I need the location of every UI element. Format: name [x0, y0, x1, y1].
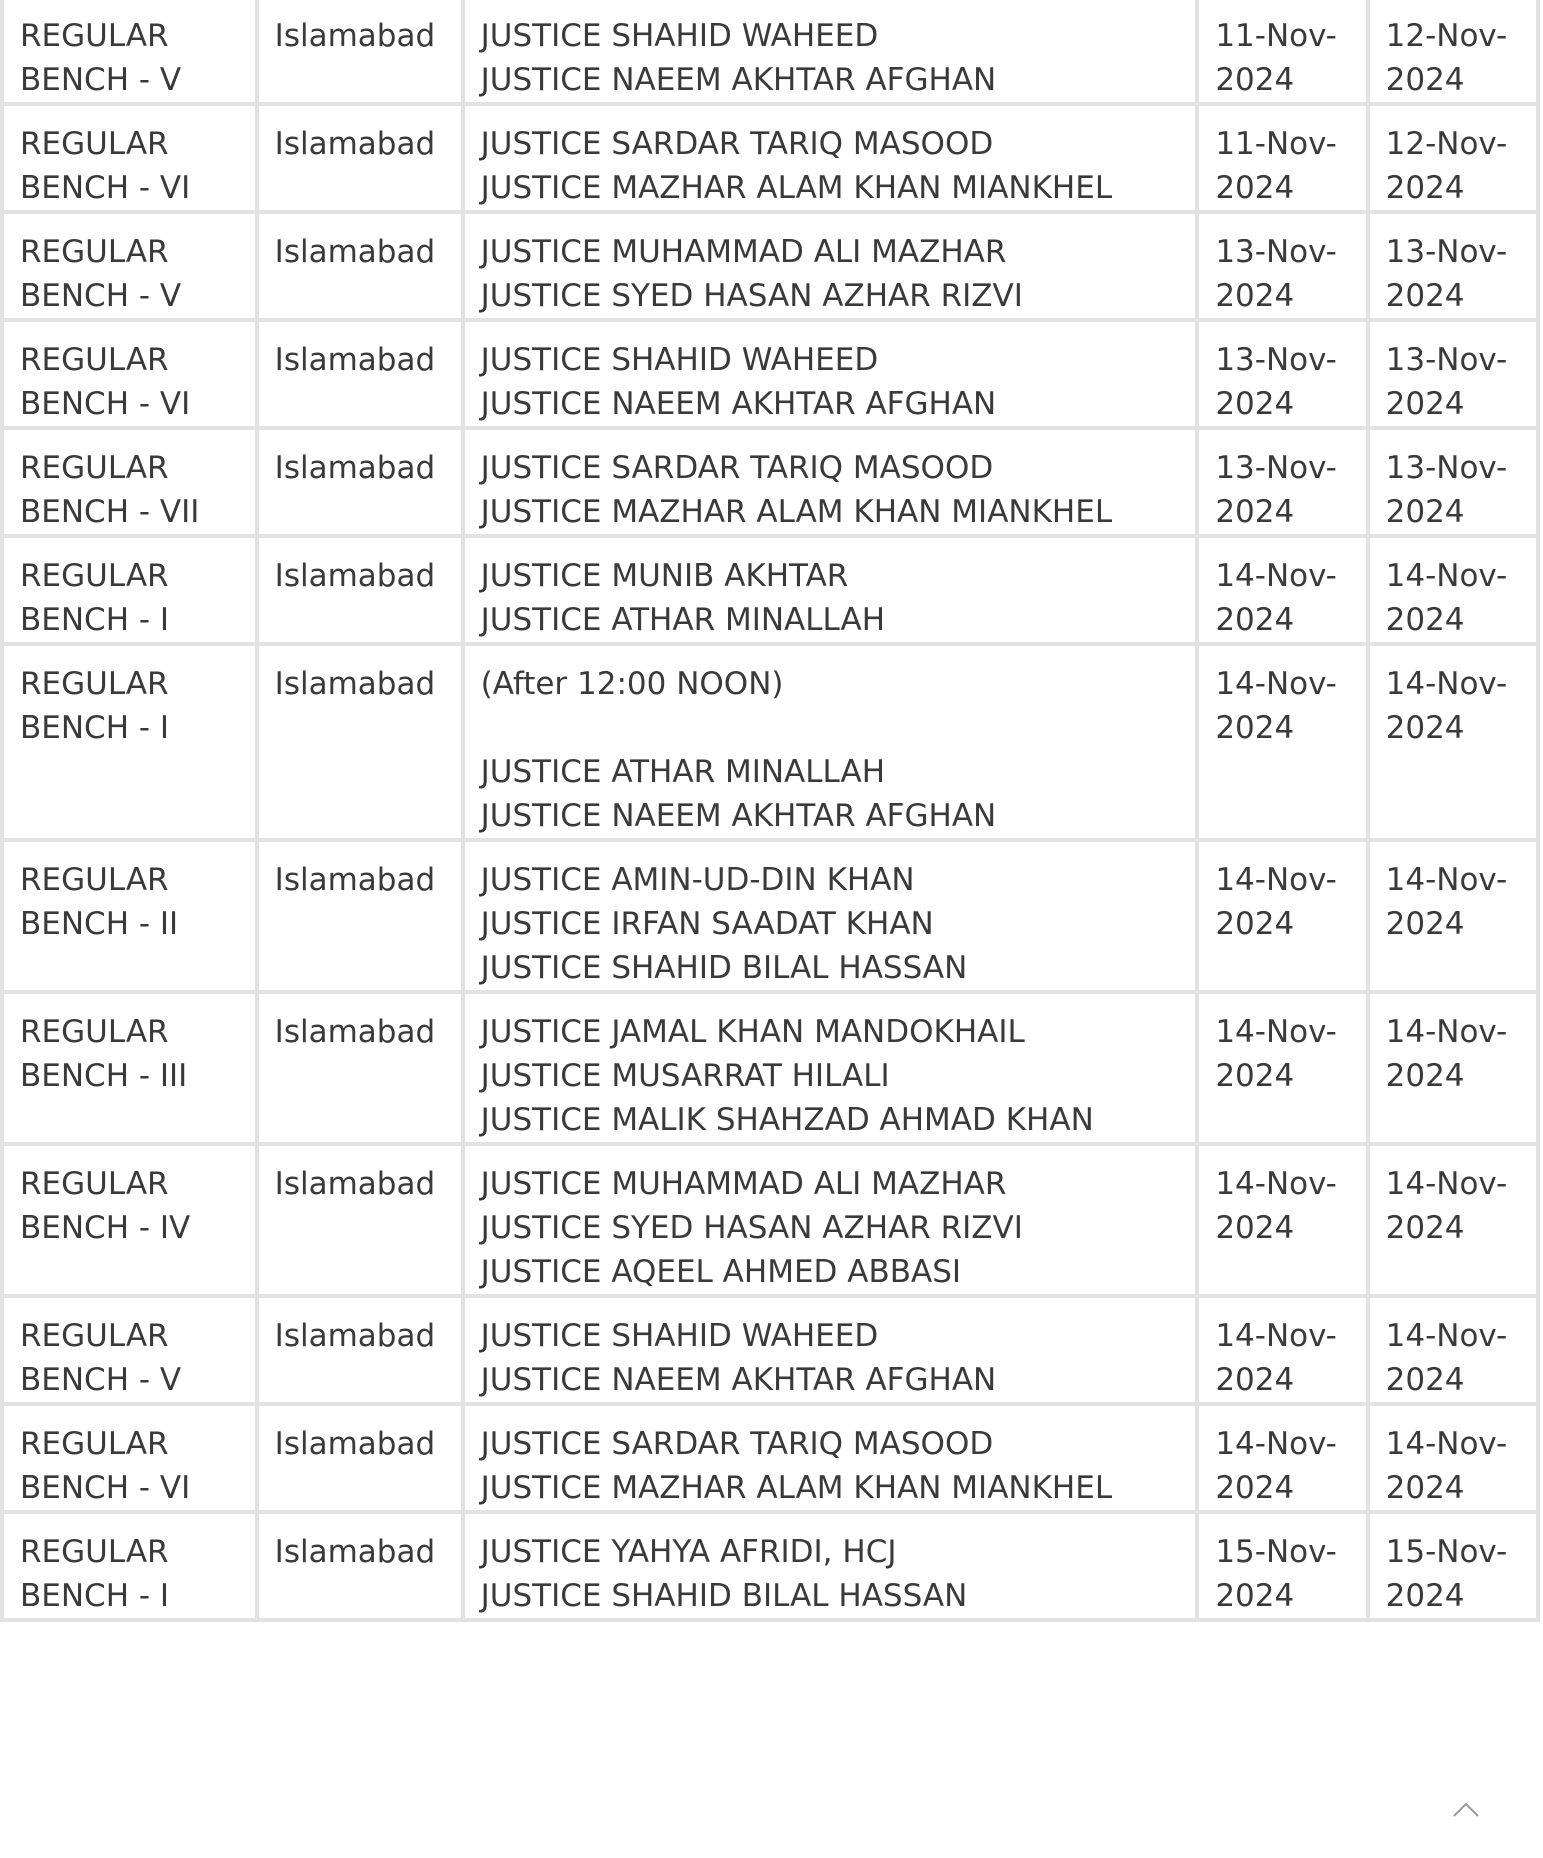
to-date-cell [1370, 0, 1536, 102]
city-cell [259, 430, 461, 534]
to-date-cell [1370, 106, 1536, 210]
bench-name-line: REGULAR [20, 450, 169, 486]
city-cell [259, 1146, 461, 1294]
city-name: Islamabad [274, 558, 436, 594]
to-date-line: 2024 [1385, 278, 1465, 314]
bench-name-line: REGULAR [20, 1426, 169, 1462]
from-date-line: 2024 [1215, 386, 1295, 422]
bench-name-line: REGULAR [20, 1534, 169, 1570]
city-name: Islamabad [274, 1426, 436, 1462]
from-date-line: 2024 [1215, 278, 1295, 314]
from-date-line: 15-Nov- [1215, 1534, 1337, 1570]
bench-cell [4, 842, 255, 990]
city-name: Islamabad [274, 126, 436, 162]
from-date-cell [1199, 538, 1365, 642]
judge-name-line: JUSTICE SYED HASAN AZHAR RIZVI [480, 1210, 1023, 1246]
judges-cell [465, 0, 1196, 102]
to-date-cell [1370, 994, 1536, 1142]
scroll-to-top-button[interactable] [1446, 1790, 1486, 1830]
judge-name-line: JUSTICE SARDAR TARIQ MASOOD [480, 1426, 994, 1462]
judges-cell [465, 1146, 1196, 1294]
bench-cell [4, 1514, 255, 1618]
from-date-line: 14-Nov- [1215, 862, 1337, 898]
to-date-cell [1370, 1146, 1536, 1294]
to-date-line: 14-Nov- [1385, 666, 1508, 702]
bench-name-line: REGULAR [20, 126, 169, 162]
bench-name-line: BENCH - I [20, 710, 170, 746]
bench-name-line: BENCH - VI [20, 170, 191, 206]
from-date-line: 2024 [1215, 906, 1295, 942]
judge-name-line: JUSTICE SYED HASAN AZHAR RIZVI [480, 278, 1023, 314]
bench-name-line: REGULAR [20, 234, 169, 270]
from-date-cell [1199, 1298, 1365, 1402]
judges-cell [465, 1298, 1196, 1402]
table-row [4, 994, 1536, 1142]
from-date-line: 11-Nov- [1215, 126, 1337, 162]
from-date-cell [1199, 322, 1365, 426]
from-date-line: 2024 [1215, 1362, 1295, 1398]
city-cell [259, 646, 461, 838]
city-name: Islamabad [274, 18, 436, 54]
chevron-up-icon [1446, 1790, 1486, 1830]
city-cell [259, 1514, 461, 1618]
table-row [4, 214, 1536, 318]
from-date-line: 13-Nov- [1215, 342, 1337, 378]
to-date-line: 2024 [1385, 386, 1465, 422]
judge-name-line: JUSTICE NAEEM AKHTAR AFGHAN [480, 798, 997, 834]
judges-cell [465, 538, 1196, 642]
judge-name-line: JUSTICE ATHAR MINALLAH [480, 754, 886, 790]
from-date-line: 2024 [1215, 1578, 1295, 1614]
bench-cell [4, 1298, 255, 1402]
city-name: Islamabad [274, 666, 436, 702]
bench-cell [4, 214, 255, 318]
judge-name-line: JUSTICE MALIK SHAHZAD AHMAD KHAN [480, 1102, 1094, 1138]
city-cell [259, 994, 461, 1142]
from-date-line: 14-Nov- [1215, 666, 1337, 702]
to-date-line: 2024 [1385, 170, 1465, 206]
bench-cell [4, 538, 255, 642]
bench-name-line: REGULAR [20, 666, 169, 702]
judges-cell [465, 322, 1196, 426]
city-name: Islamabad [274, 1534, 436, 1570]
judge-name-line [481, 706, 1180, 750]
judge-name-line: JUSTICE MUHAMMAD ALI MAZHAR [480, 1166, 1007, 1202]
table-row [4, 106, 1536, 210]
judge-name-line: JUSTICE SHAHID WAHEED [480, 342, 879, 378]
judge-name-line: JUSTICE AQEEL AHMED ABBASI [480, 1254, 962, 1290]
from-date-cell [1199, 430, 1365, 534]
to-date-line: 14-Nov- [1385, 1426, 1508, 1462]
judge-name-line: JUSTICE SHAHID WAHEED [480, 1318, 879, 1354]
city-name: Islamabad [274, 450, 436, 486]
to-date-cell [1370, 538, 1536, 642]
to-date-line: 14-Nov- [1385, 1166, 1508, 1202]
city-name: Islamabad [274, 1014, 436, 1050]
to-date-line: 2024 [1385, 710, 1465, 746]
table-row [4, 430, 1536, 534]
to-date-cell [1370, 214, 1536, 318]
to-date-cell [1370, 842, 1536, 990]
from-date-line: 2024 [1215, 1058, 1295, 1094]
judge-name-line: JUSTICE NAEEM AKHTAR AFGHAN [480, 62, 997, 98]
from-date-line: 13-Nov- [1215, 450, 1337, 486]
table-row [4, 538, 1536, 642]
bench-name-line: BENCH - I [20, 1578, 170, 1614]
judges-cell [465, 430, 1196, 534]
to-date-line: 12-Nov- [1385, 126, 1508, 162]
table-row [4, 646, 1536, 838]
bench-name-line: REGULAR [20, 1318, 169, 1354]
bench-cell [4, 646, 255, 838]
from-date-cell [1199, 1146, 1365, 1294]
to-date-cell [1370, 1406, 1536, 1510]
judge-name-line: JUSTICE SARDAR TARIQ MASOOD [480, 450, 994, 486]
judges-cell [465, 842, 1196, 990]
from-date-line: 14-Nov- [1215, 1166, 1337, 1202]
from-date-line: 14-Nov- [1215, 558, 1337, 594]
to-date-line: 14-Nov- [1385, 1014, 1508, 1050]
judge-name-line: JUSTICE YAHYA AFRIDI, HCJ [480, 1534, 897, 1570]
judge-name-line: JUSTICE AMIN-UD-DIN KHAN [480, 862, 915, 898]
judge-name-line: (After 12:00 NOON) [480, 666, 784, 702]
from-date-cell [1199, 842, 1365, 990]
bench-name-line: BENCH - II [20, 906, 179, 942]
from-date-cell [1199, 994, 1365, 1142]
table-row [4, 1298, 1536, 1402]
judge-name-line: JUSTICE SARDAR TARIQ MASOOD [480, 126, 994, 162]
from-date-line: 2024 [1215, 1210, 1295, 1246]
judge-name-line: JUSTICE JAMAL KHAN MANDOKHAIL [480, 1014, 1025, 1050]
judge-name-line: JUSTICE SHAHID BILAL HASSAN [480, 1578, 968, 1614]
from-date-line: 13-Nov- [1215, 234, 1337, 270]
to-date-line: 13-Nov- [1385, 450, 1508, 486]
table-row [4, 842, 1536, 990]
bench-cell [4, 0, 255, 102]
to-date-line: 2024 [1385, 1578, 1465, 1614]
to-date-cell [1370, 322, 1536, 426]
roster-body [4, 0, 1536, 1618]
to-date-line: 13-Nov- [1385, 342, 1508, 378]
city-name: Islamabad [274, 862, 436, 898]
table-row [4, 1514, 1536, 1618]
bench-cell [4, 106, 255, 210]
to-date-line: 13-Nov- [1385, 234, 1508, 270]
from-date-line: 14-Nov- [1215, 1318, 1337, 1354]
judge-name-line: JUSTICE SHAHID BILAL HASSAN [480, 950, 968, 986]
bench-cell [4, 994, 255, 1142]
from-date-cell [1199, 1406, 1365, 1510]
city-cell [259, 1298, 461, 1402]
judge-name-line: JUSTICE MAZHAR ALAM KHAN MIANKHEL [480, 170, 1113, 206]
bench-name-line: REGULAR [20, 342, 169, 378]
city-cell [259, 1406, 461, 1510]
city-name: Islamabad [274, 1318, 436, 1354]
to-date-cell [1370, 430, 1536, 534]
bench-name-line: REGULAR [20, 18, 169, 54]
from-date-cell [1199, 646, 1365, 838]
bench-name-line: BENCH - V [20, 1362, 182, 1398]
bench-name-line: BENCH - VI [20, 386, 191, 422]
from-date-line: 2024 [1215, 62, 1295, 98]
judge-name-line: JUSTICE MUHAMMAD ALI MAZHAR [480, 234, 1007, 270]
to-date-line: 2024 [1385, 494, 1465, 530]
to-date-line: 14-Nov- [1385, 862, 1508, 898]
judges-cell [465, 1406, 1196, 1510]
from-date-cell [1199, 214, 1365, 318]
to-date-line: 2024 [1385, 906, 1465, 942]
judge-name-line: JUSTICE SHAHID WAHEED [480, 18, 879, 54]
city-cell [259, 842, 461, 990]
from-date-line: 11-Nov- [1215, 18, 1337, 54]
bench-name-line: BENCH - III [20, 1058, 188, 1094]
bench-name-line: REGULAR [20, 558, 169, 594]
to-date-line: 2024 [1385, 1362, 1465, 1398]
to-date-line: 2024 [1385, 1210, 1465, 1246]
judge-name-line: JUSTICE IRFAN SAADAT KHAN [480, 906, 934, 942]
judge-name-line: JUSTICE MAZHAR ALAM KHAN MIANKHEL [480, 1470, 1113, 1506]
bench-name-line: BENCH - I [20, 602, 170, 638]
to-date-line: 14-Nov- [1385, 1318, 1508, 1354]
from-date-line: 14-Nov- [1215, 1014, 1337, 1050]
to-date-cell [1370, 1298, 1536, 1402]
judge-name-line: JUSTICE ATHAR MINALLAH [480, 602, 886, 638]
to-date-line: 12-Nov- [1385, 18, 1508, 54]
bench-name-line: BENCH - V [20, 278, 182, 314]
judge-name-line: JUSTICE NAEEM AKHTAR AFGHAN [480, 386, 997, 422]
bench-cell [4, 430, 255, 534]
city-cell [259, 214, 461, 318]
city-name: Islamabad [274, 342, 436, 378]
bench-name-line: REGULAR [20, 1014, 169, 1050]
from-date-line: 2024 [1215, 602, 1295, 638]
from-date-line: 2024 [1215, 710, 1295, 746]
bench-name-line: BENCH - VII [20, 494, 200, 530]
from-date-line: 2024 [1215, 170, 1295, 206]
to-date-cell [1370, 646, 1536, 838]
city-cell [259, 0, 461, 102]
table-row [4, 0, 1536, 102]
bench-name-line: REGULAR [20, 862, 169, 898]
table-row [4, 322, 1536, 426]
judge-name-line: JUSTICE MUSARRAT HILALI [480, 1058, 890, 1094]
judge-name-line: JUSTICE MAZHAR ALAM KHAN MIANKHEL [480, 494, 1113, 530]
to-date-cell [1370, 1514, 1536, 1618]
from-date-line: 2024 [1215, 494, 1295, 530]
bench-cell [4, 322, 255, 426]
from-date-cell [1199, 0, 1365, 102]
table-row [4, 1146, 1536, 1294]
to-date-line: 2024 [1385, 62, 1465, 98]
judges-cell [465, 994, 1196, 1142]
to-date-line: 14-Nov- [1385, 558, 1508, 594]
to-date-line: 2024 [1385, 1470, 1465, 1506]
bench-cell [4, 1146, 255, 1294]
city-name: Islamabad [274, 1166, 436, 1202]
from-date-cell [1199, 1514, 1365, 1618]
judges-cell [465, 106, 1196, 210]
from-date-cell [1199, 106, 1365, 210]
from-date-line: 2024 [1215, 1470, 1295, 1506]
bench-name-line: REGULAR [20, 1166, 169, 1202]
judges-cell [465, 1514, 1196, 1618]
judge-name-line: JUSTICE MUNIB AKHTAR [480, 558, 849, 594]
city-name: Islamabad [274, 234, 436, 270]
to-date-line: 2024 [1385, 602, 1465, 638]
city-cell [259, 322, 461, 426]
bench-name-line: BENCH - IV [20, 1210, 191, 1246]
table-row [4, 1406, 1536, 1510]
judges-cell [465, 214, 1196, 318]
city-cell [259, 538, 461, 642]
from-date-line: 14-Nov- [1215, 1426, 1337, 1462]
bench-name-line: BENCH - V [20, 62, 182, 98]
city-cell [259, 106, 461, 210]
judge-name-line: JUSTICE NAEEM AKHTAR AFGHAN [480, 1362, 997, 1398]
bench-cell [4, 1406, 255, 1510]
to-date-line: 2024 [1385, 1058, 1465, 1094]
to-date-line: 15-Nov- [1385, 1534, 1508, 1570]
bench-name-line: BENCH - VI [20, 1470, 191, 1506]
judges-cell [465, 646, 1196, 838]
